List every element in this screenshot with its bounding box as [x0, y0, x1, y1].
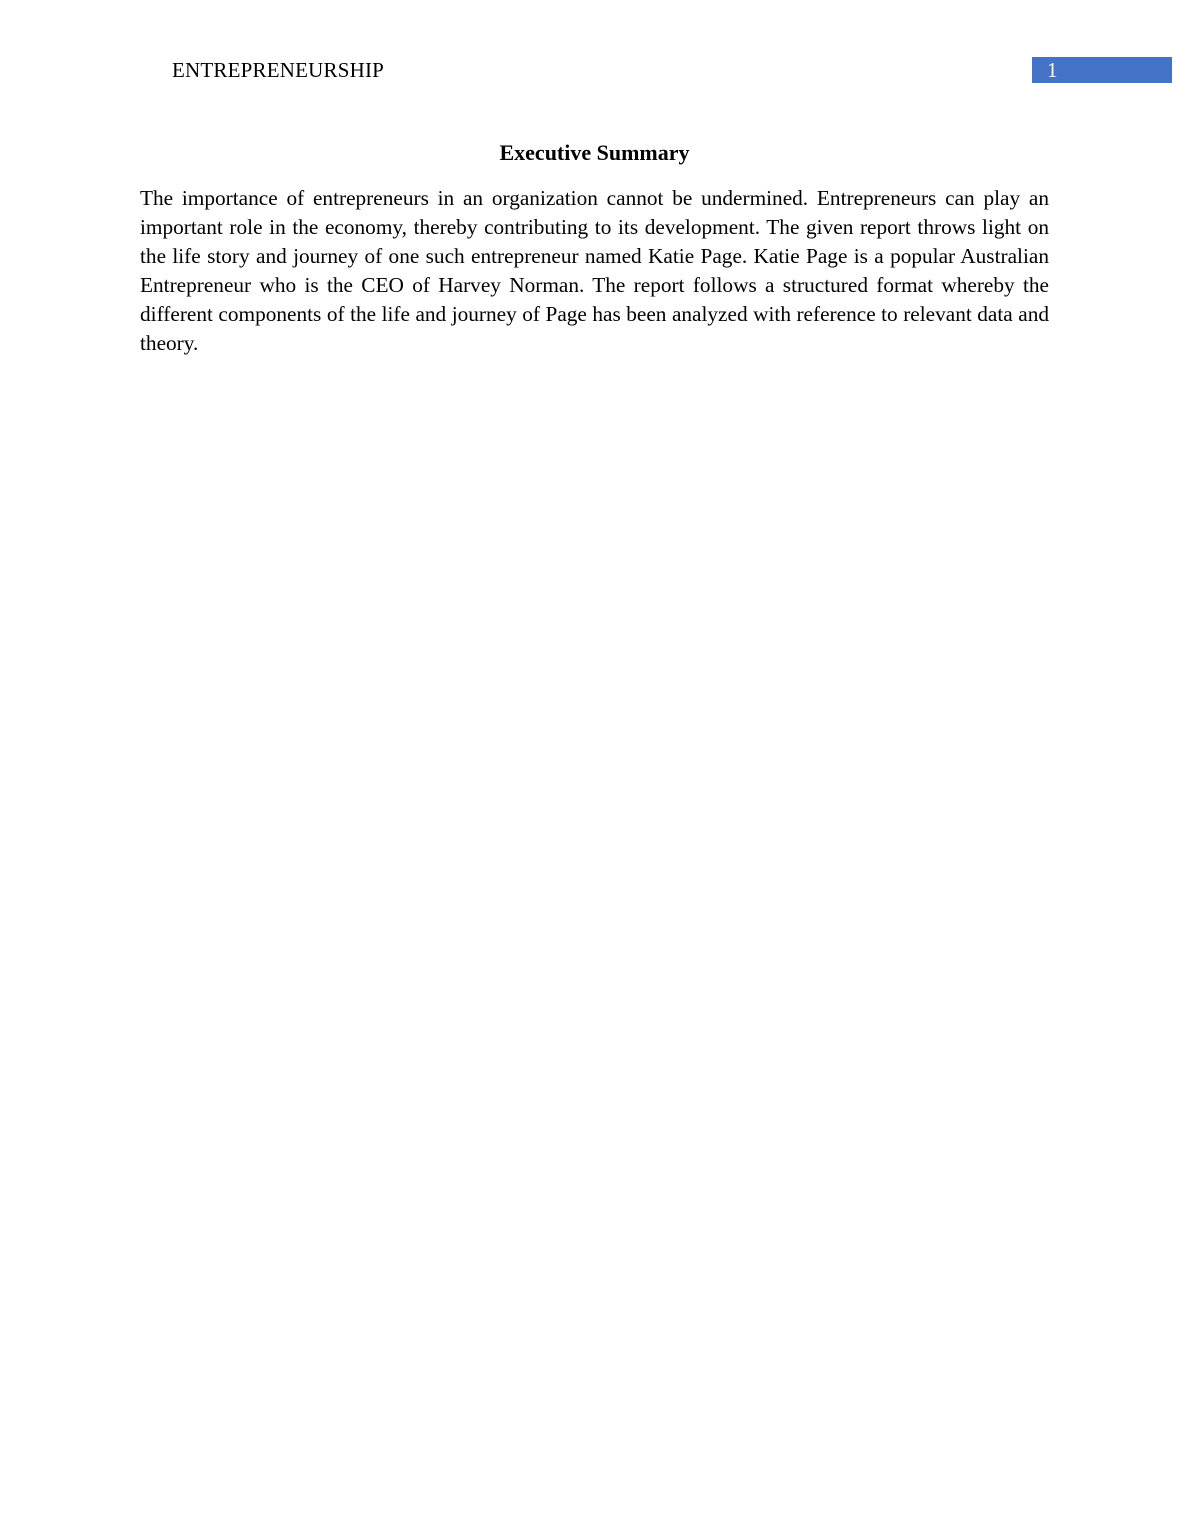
- body-paragraph: The importance of entrepreneurs in an organization cannot be undermined. Entrepreneurs can play an important role in the economy, thereby contributing to its development. The given report throws light on the life story and journey of one such entrepreneur named Katie Page. Katie Page is a popular Australian Entrepreneur who is the CEO of Harvey Norman. The report follows a structured format whereby the different components of the life and journey of Page has been analyzed with reference to relevant data and theory.: [140, 186, 1049, 355]
- running-head: ENTREPRENEURSHIP: [172, 58, 385, 82]
- page-number: 1: [1047, 58, 1058, 82]
- section-title: Executive Summary: [499, 140, 690, 165]
- page-number-badge: [1032, 57, 1172, 83]
